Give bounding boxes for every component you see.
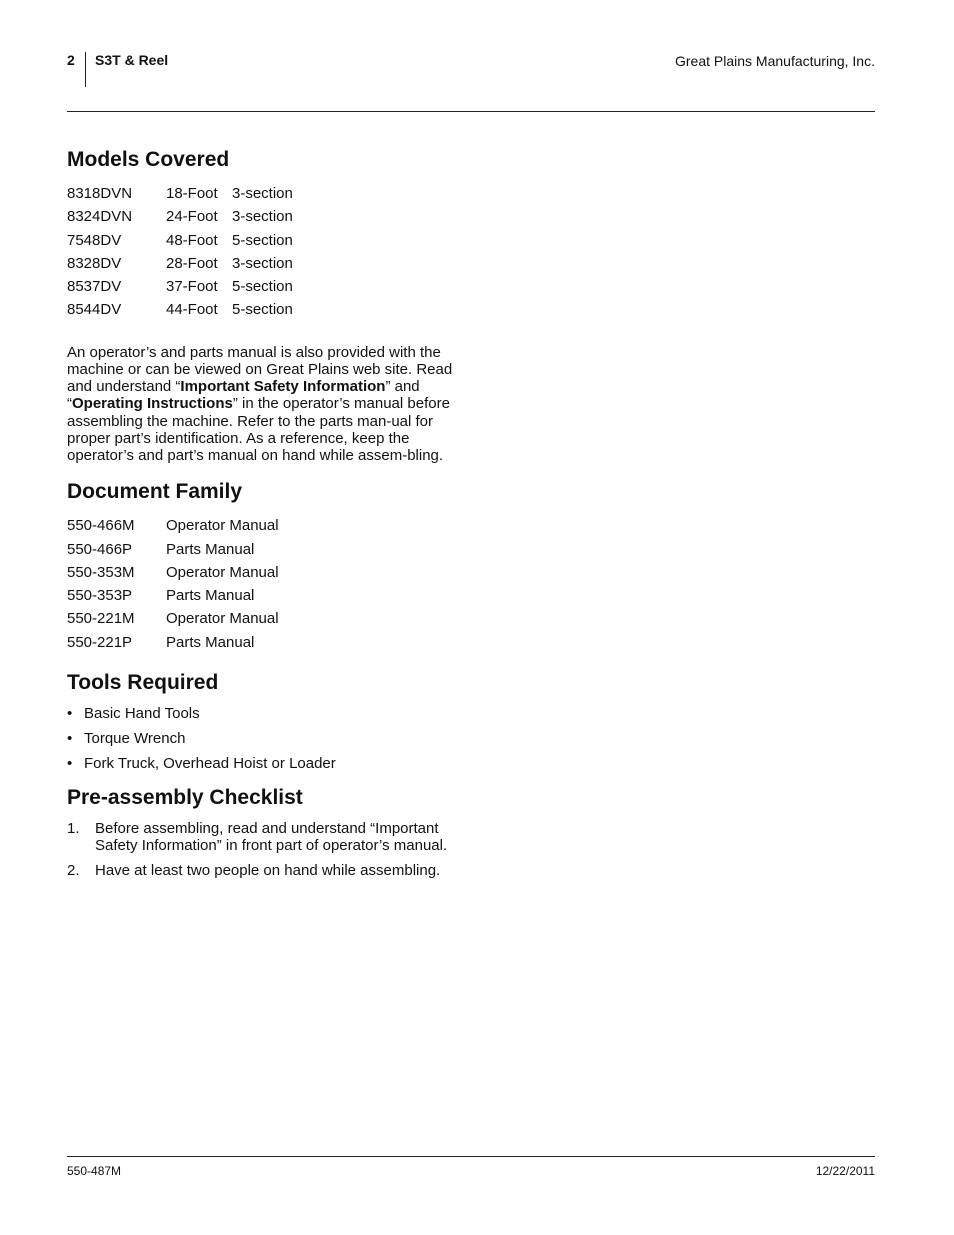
item-number: 1. [67,819,80,837]
tools-required-section [67,669,467,772]
paragraph-bold: Important Safety Information [180,378,386,396]
document-title: S3T & Reel [95,52,169,68]
models-covered-heading: Models Covered [67,148,230,171]
model-sections: 5-section [232,278,293,296]
bullet-marker: • [67,729,73,747]
model-sections: 3-section [232,254,293,272]
model-size: 28-Foot [166,254,218,272]
model-sections: 3-section [232,185,293,202]
bullet-marker: • [67,704,73,722]
list-item [67,755,467,772]
models-covered-section [67,146,467,464]
doc-name: Parts Manual [166,540,255,558]
models-table [67,182,467,322]
doc-number: 550-466P [67,540,133,558]
table-row [67,182,467,205]
pre-assembly-checklist-section [67,784,467,879]
table-row [67,514,467,537]
list-item-text: Fork Truck, Overhead Hoist or Loader [84,754,336,772]
footer-doc-number: 550-487M [67,1164,122,1178]
model-id: 8328DV [67,254,122,272]
table-row [67,275,467,298]
main-content [67,146,467,887]
table-row [67,298,467,321]
table-row [67,205,467,228]
doc-number: 550-221M [67,610,135,628]
model-id: 8537DV [67,278,122,296]
doc-name: Parts Manual [166,587,255,605]
pre-assembly-checklist-heading: Pre-assembly Checklist [67,785,303,809]
paragraph-text: ” in the operator’s manual before assembling the machine. Refer to the parts man-ual for proper part’s identification. As a reference, keep the operator’s and part’s manual on hand while assem-bling. [67,395,450,464]
table-row [67,584,467,607]
model-size: 48-Foot [166,231,218,249]
doc-number: 550-466M [67,517,135,535]
manual-paragraph [67,344,462,464]
document-family-heading: Document Family [67,480,243,504]
page-number: 2 [67,52,75,68]
table-row [67,252,467,275]
bullet-marker: • [67,754,73,772]
model-size: 18-Foot [166,185,218,202]
model-id: 7548DV [67,231,122,249]
model-sections: 5-section [232,231,293,249]
model-id: 8324DVN [67,208,133,226]
list-item-text: Torque Wrench [84,729,186,747]
doc-number: 550-353M [67,563,135,581]
paragraph-bold: Operating Instructions [72,395,233,413]
table-row [67,607,467,630]
doc-name: Operator Manual [166,517,279,535]
list-item-text: Have at least two people on hand while assembling. [95,861,441,879]
doc-number: 550-221P [67,633,133,651]
model-sections: 3-section [232,208,293,226]
table-row [67,561,467,584]
list-item-text: Before assembling, read and understand “Important Safety Information” in front part of operator’s manual. [95,819,448,854]
doc-name: Operator Manual [166,610,279,628]
header-rule [67,111,875,112]
document-family-table [67,514,467,654]
model-id: 8544DV [67,301,122,319]
item-number: 2. [67,861,80,879]
list-item [67,820,465,854]
model-size: 37-Foot [166,278,218,296]
footer-date: 12/22/2011 [815,1164,875,1178]
tools-required-heading: Tools Required [67,670,219,694]
header-divider [85,52,86,87]
model-sections: 5-section [232,301,293,319]
list-item [67,862,465,879]
document-family-section [67,478,467,654]
model-size: 44-Foot [166,301,218,319]
model-size: 24-Foot [166,208,218,226]
footer-rule [67,1156,875,1157]
paragraph-text: ” and “ [67,378,420,413]
company-name: Great Plains Manufacturing, Inc. [675,53,875,69]
model-id: 8318DVN [67,185,133,202]
doc-number: 550-353P [67,587,133,605]
list-item [67,730,467,747]
table-row [67,229,467,252]
list-item-text: Basic Hand Tools [84,704,200,722]
table-row [67,538,467,561]
list-item [67,705,467,722]
doc-name: Operator Manual [166,563,279,581]
paragraph-text: An operator’s and parts manual is also provided with the machine or can be viewed on Great Plains web site. Read and understand “ [67,343,453,396]
table-row [67,631,467,654]
doc-name: Parts Manual [166,633,255,651]
